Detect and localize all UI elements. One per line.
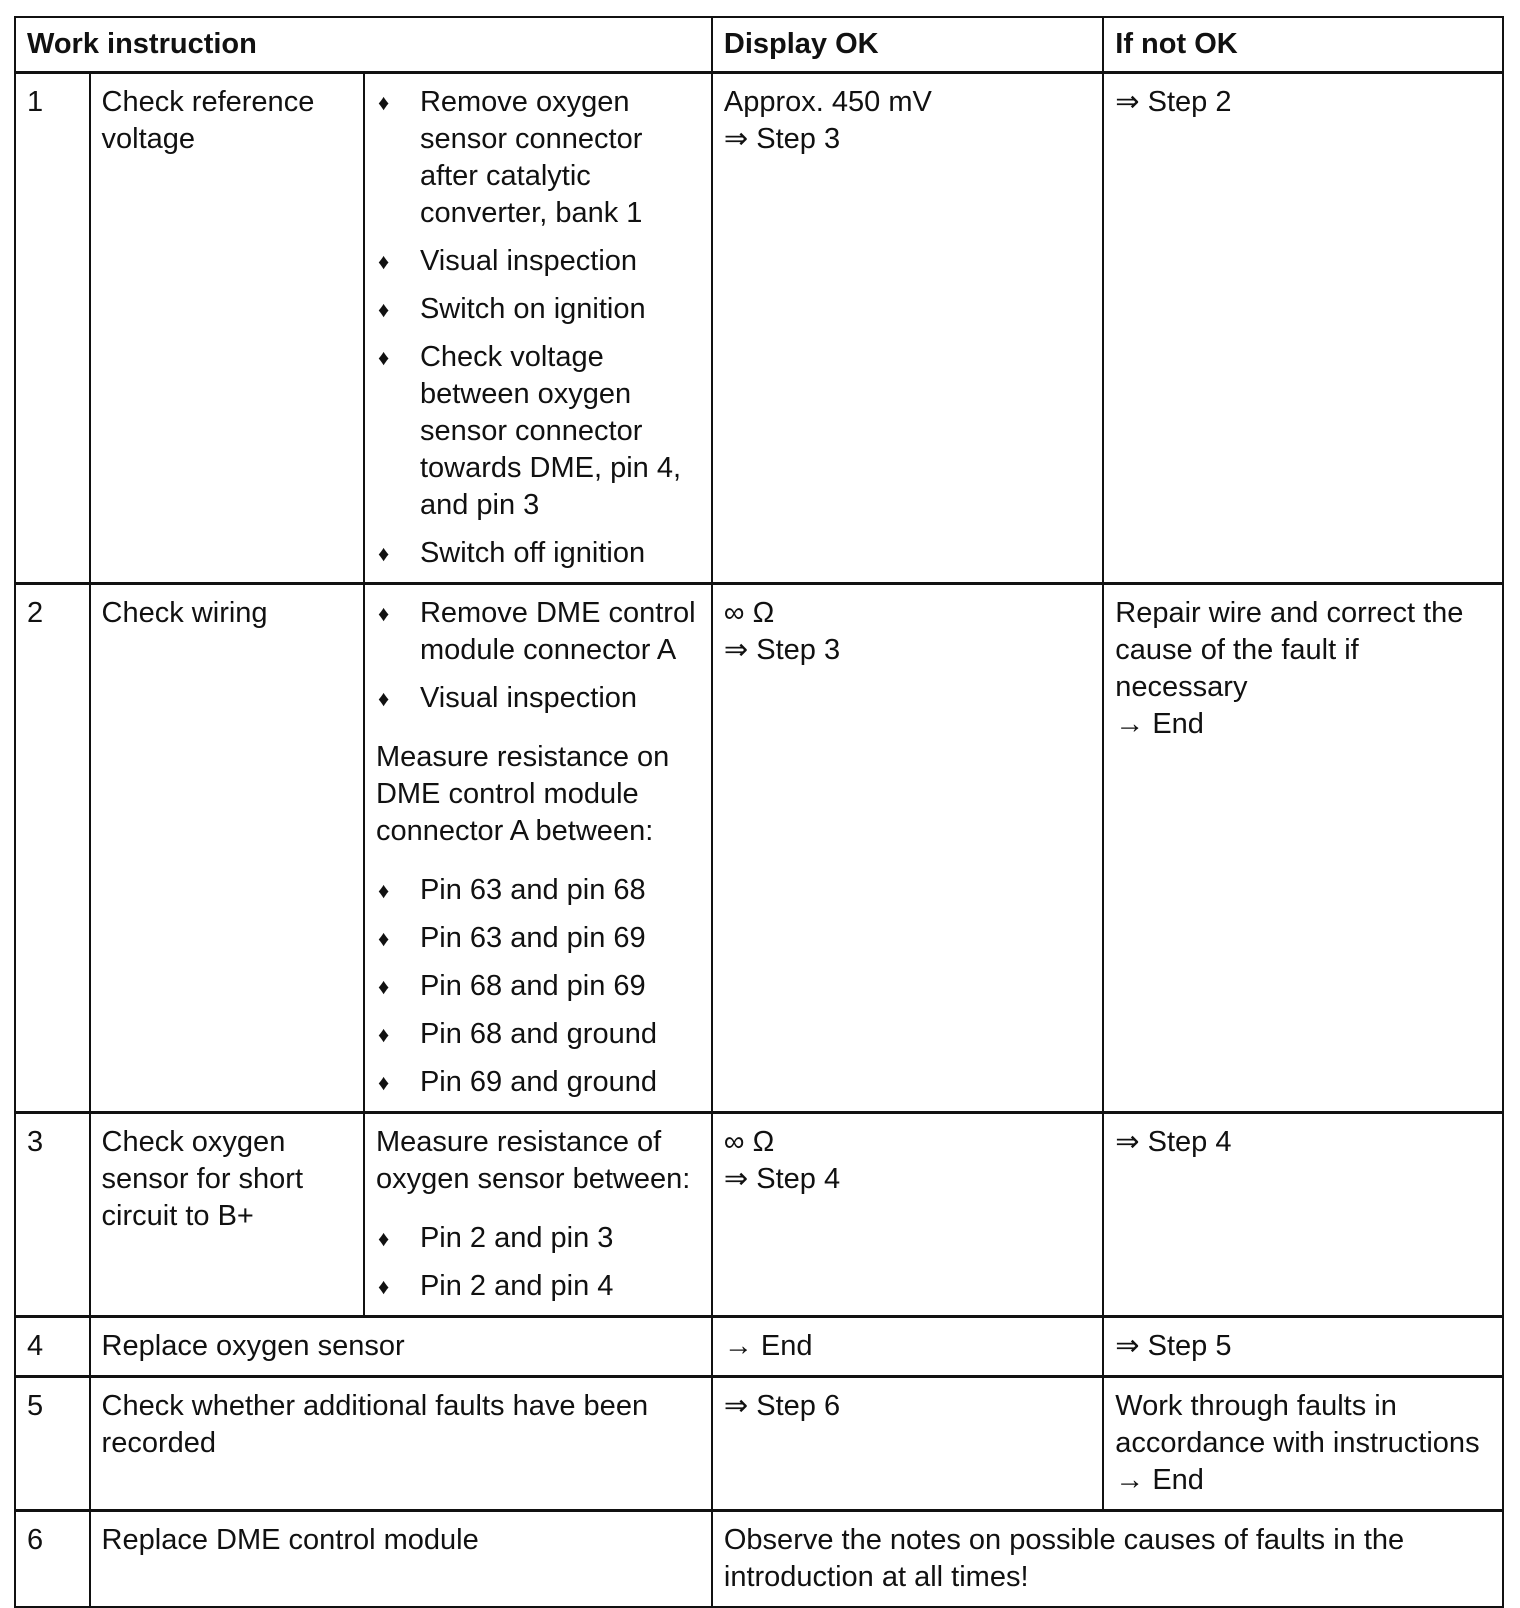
bullet-list xyxy=(376,1220,701,1305)
bullet-icon: ♦ xyxy=(377,926,390,951)
step-title: Check reference voltage xyxy=(90,73,364,584)
table-row xyxy=(15,1377,1503,1511)
list-item: ♦ Pin 63 and pin 68 xyxy=(376,872,701,909)
bullet-icon: ♦ xyxy=(377,541,390,566)
display-ok-cell: ⇒ Step 6 xyxy=(712,1377,1103,1511)
bullet-icon: ♦ xyxy=(377,878,390,903)
display-ok-cell: Approx. 450 mV ⇒ Step 3 xyxy=(712,73,1103,584)
instruction-paragraph: Measure resistance on DME control module connector A between: xyxy=(375,741,670,847)
table-row xyxy=(15,584,1503,1113)
list-item: ♦ Visual inspection xyxy=(376,243,701,280)
step-instructions xyxy=(364,584,712,1113)
step-title: Replace oxygen sensor xyxy=(90,1317,712,1377)
step-title: Check whether additional faults have been recorded xyxy=(90,1377,712,1511)
list-item: ♦ Pin 68 and pin 69 xyxy=(376,968,701,1005)
display-ok-cell: → End xyxy=(712,1317,1103,1377)
bullet-list xyxy=(376,84,701,572)
bullet-icon: ♦ xyxy=(377,90,390,115)
step-instructions xyxy=(364,73,712,584)
display-ok-cell: ∞ Ω ⇒ Step 4 xyxy=(712,1113,1103,1317)
note-cell: Observe the notes on possible causes of faults in the introduction at all times! xyxy=(712,1511,1503,1608)
list-item: ♦ Pin 2 and pin 4 xyxy=(376,1268,701,1305)
bullet-icon: ♦ xyxy=(377,601,390,626)
step-number: 2 xyxy=(15,584,90,1113)
list-item: ♦ Check voltage between oxygen sensor connector towards DME, pin 4, and pin 3 xyxy=(377,341,682,521)
step-number: 3 xyxy=(15,1113,90,1317)
list-item: ♦ Switch on ignition xyxy=(376,291,701,328)
bullet-icon: ♦ xyxy=(377,249,390,274)
bullet-list xyxy=(376,595,701,717)
list-item: ♦ Remove DME control module connector A xyxy=(377,597,696,666)
header-work-instruction: Work instruction xyxy=(15,17,712,73)
bullet-icon: ♦ xyxy=(377,686,390,711)
step-title: Replace DME control module xyxy=(90,1511,712,1608)
header-row xyxy=(15,17,1503,73)
list-item: ♦ Switch off ignition xyxy=(376,535,701,572)
step-number: 1 xyxy=(15,73,90,584)
if-not-ok-cell: ⇒ Step 4 xyxy=(1103,1113,1503,1317)
table-row xyxy=(15,73,1503,584)
bullet-icon: ♦ xyxy=(377,345,390,370)
table-row xyxy=(15,1511,1503,1608)
if-not-ok-cell: ⇒ Step 5 xyxy=(1103,1317,1503,1377)
list-item: ♦ Pin 68 and ground xyxy=(376,1016,701,1053)
list-item: ♦ Pin 69 and ground xyxy=(376,1064,701,1101)
bullet-list xyxy=(376,872,701,1101)
bullet-icon: ♦ xyxy=(377,1070,390,1095)
list-item: ♦ Remove oxygen sensor connector after catalytic converter, bank 1 xyxy=(377,86,643,229)
header-if-not-ok: If not OK xyxy=(1103,17,1503,73)
bullet-icon: ♦ xyxy=(377,297,390,322)
step-number: 6 xyxy=(15,1511,90,1608)
table-row xyxy=(15,1317,1503,1377)
if-not-ok-cell: Repair wire and correct the cause of the fault if necessary → End xyxy=(1103,584,1503,1113)
instruction-paragraph: Measure resistance of oxygen sensor between: xyxy=(375,1126,691,1195)
bullet-icon: ♦ xyxy=(377,1022,390,1047)
list-item: ♦ Pin 2 and pin 3 xyxy=(376,1220,701,1257)
list-item: ♦ Pin 63 and pin 69 xyxy=(376,920,701,957)
bullet-icon: ♦ xyxy=(377,1274,390,1299)
if-not-ok-cell: Work through faults in accordance with instructions → End xyxy=(1103,1377,1503,1511)
list-item: ♦ Visual inspection xyxy=(376,680,701,717)
step-title: Check wiring xyxy=(90,584,364,1113)
step-number: 5 xyxy=(15,1377,90,1511)
work-instruction-table xyxy=(14,16,1504,1608)
step-title: Check oxygen sensor for short circuit to B+ xyxy=(90,1113,364,1317)
bullet-icon: ♦ xyxy=(377,1226,390,1251)
table-row xyxy=(15,1113,1503,1317)
header-display-ok: Display OK xyxy=(712,17,1103,73)
step-instructions xyxy=(364,1113,712,1317)
bullet-icon: ♦ xyxy=(377,974,390,999)
display-ok-cell: ∞ Ω ⇒ Step 3 xyxy=(712,584,1103,1113)
if-not-ok-cell: ⇒ Step 2 xyxy=(1103,73,1503,584)
step-number: 4 xyxy=(15,1317,90,1377)
